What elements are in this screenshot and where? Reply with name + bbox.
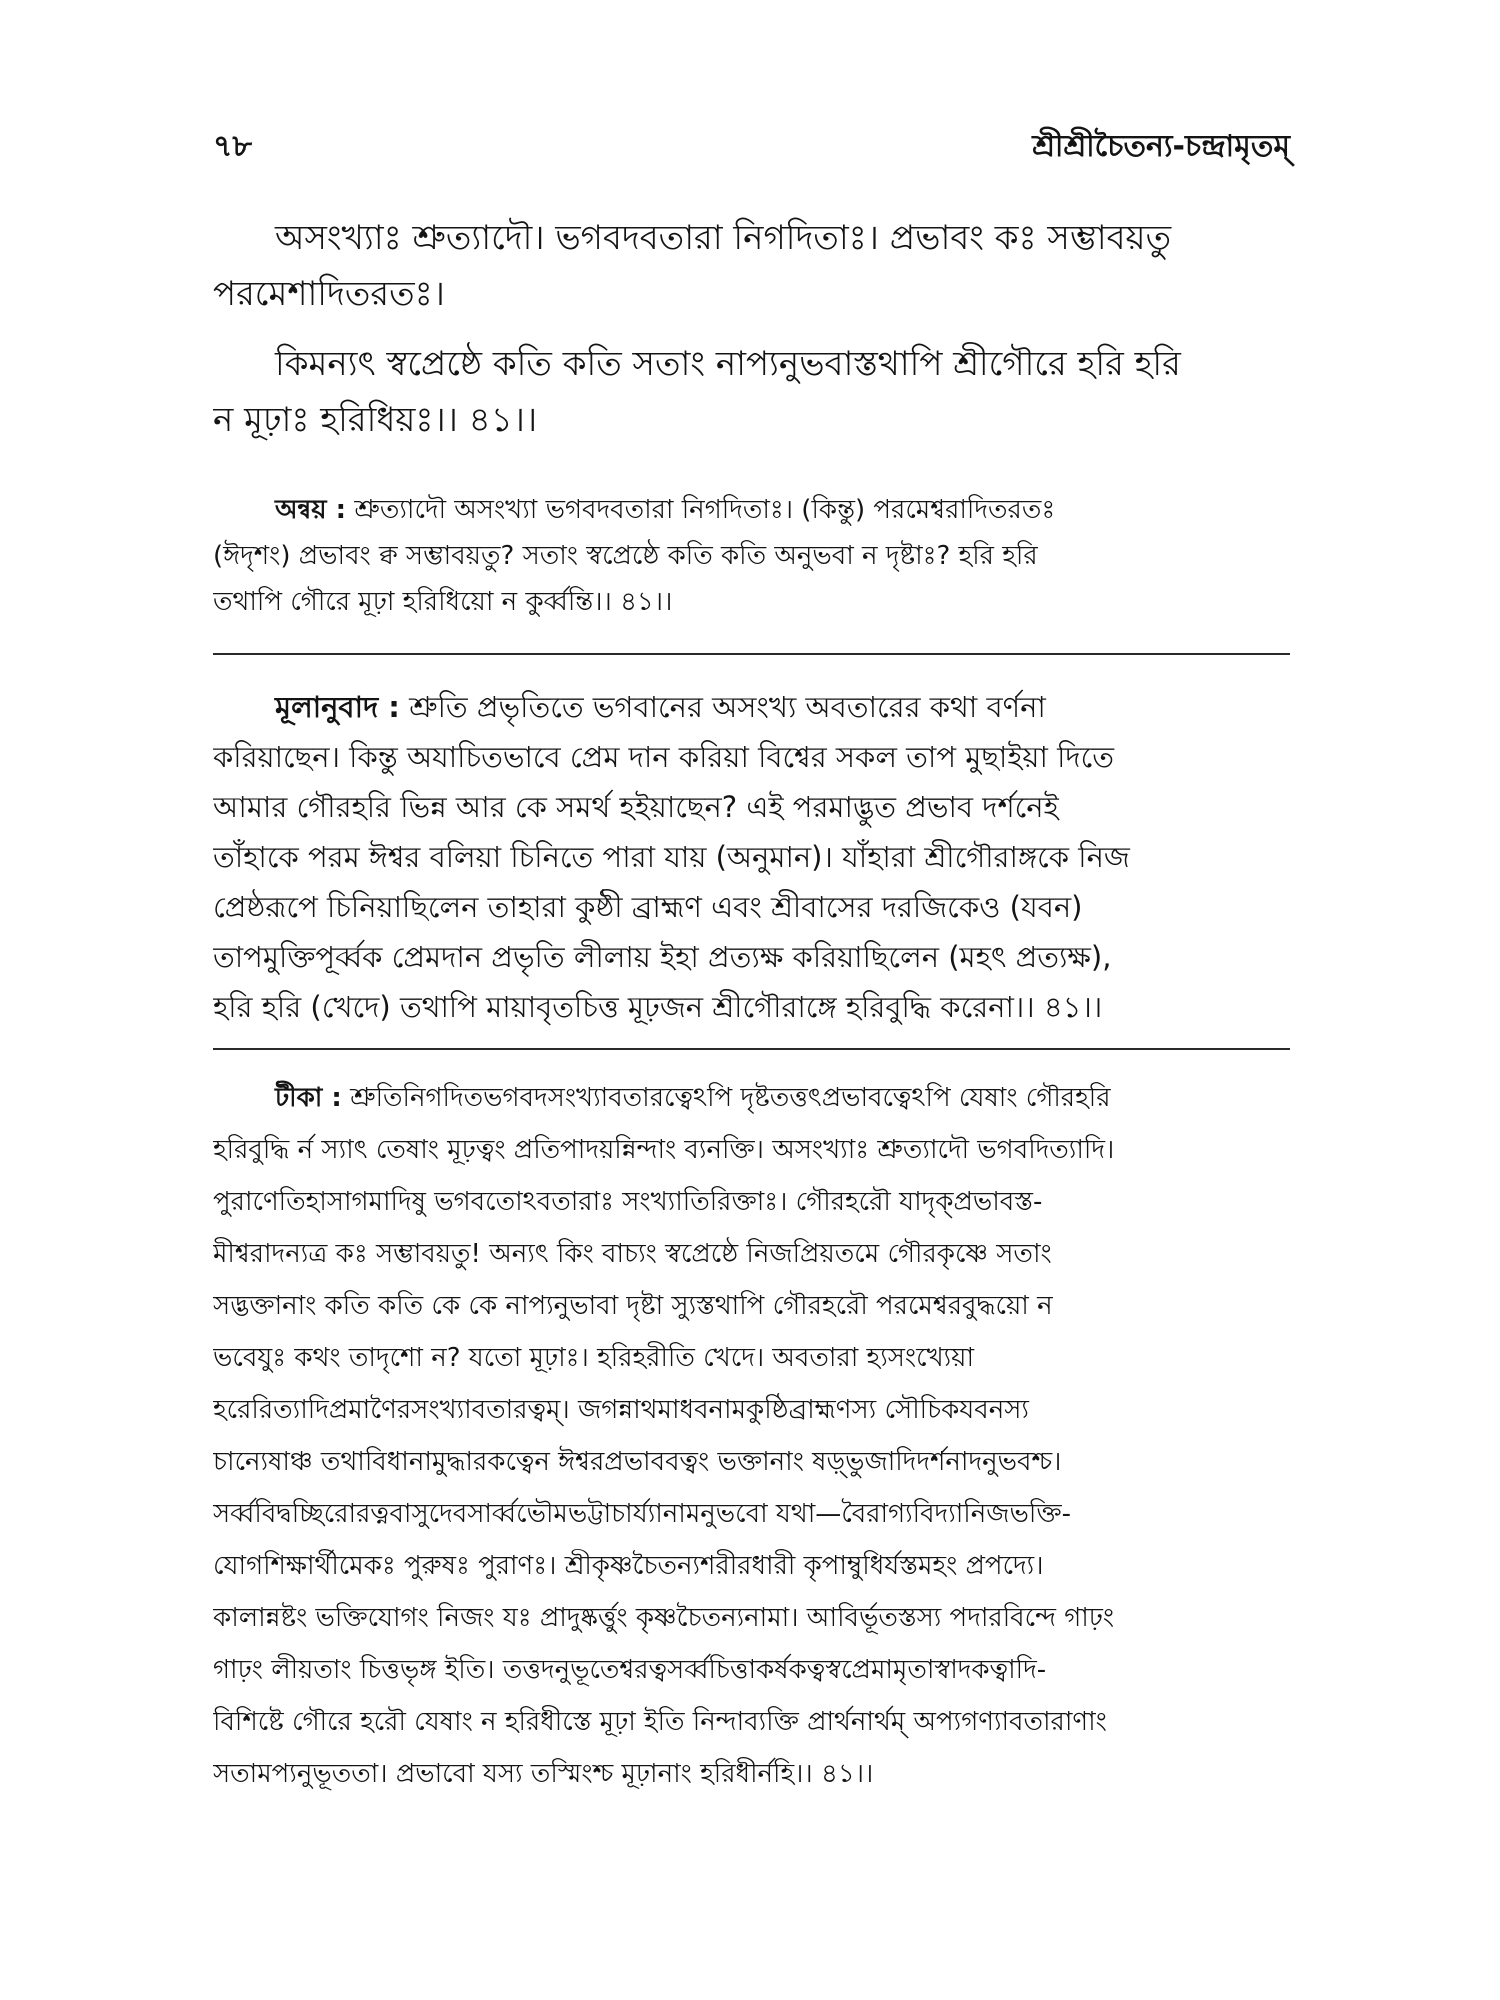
- translation-section: [213, 682, 1290, 1032]
- anvaya-label: অন্বয় :: [275, 495, 347, 525]
- tika-line: ভবেযুঃ কথং তাদৃশো ন? যতো মূঢ়াঃ। হরিহরীতি খেদে। অবতারা হ্যসংখ্যেয়া: [213, 1343, 975, 1373]
- section-divider: [213, 1048, 1290, 1050]
- tika-line: গাঢ়ং লীয়তাং চিত্তভৃঙ্গ ইতি। তত্তদনুভূতেশ্বরত্বসর্ব্বচিত্তাকর্ষকত্বস্বপ্রেমামৃতাস্বাদকত্বাদি-: [213, 1655, 1047, 1685]
- tika-label: টীকা :: [275, 1083, 342, 1113]
- page-number: ৭৮: [213, 129, 252, 164]
- translation-text: শ্রুতি প্রভৃতিতে ভগবানের অসংখ্য অবতারের কথা বর্ণনা: [409, 690, 1046, 724]
- tika-line: চান্যেষাঞ্চ তথাবিধানামুদ্ধারকত্বেন ঈশ্বরপ্রভাববত্বং ভক্তানাং ষড়্ভুজাদিদর্শনাদনুভবশ্চ।: [213, 1447, 1062, 1477]
- translation-first-line: [213, 682, 1290, 732]
- page-header: [213, 122, 1290, 166]
- anvaya-line: তথাপি গৌরে মূঢ়া হরিধিয়ো ন কুর্ব্বন্তি।। ৪১।।: [213, 587, 673, 617]
- section-divider: [213, 653, 1290, 655]
- tika-line: সতামপ্যনুভূততা। প্রভাবো যস্য তস্মিংশ্চ মূঢ়ানাং হরিধীর্নহি।। ৪১।।: [213, 1759, 874, 1789]
- tika-text: শ্রুতিনিগদিতভগবদসংখ্যাবতারত্বেঽপি দৃষ্টতত্তৎপ্রভাবত্বেঽপি যেষাং গৌরহরি: [350, 1083, 1111, 1113]
- translation-line: করিয়াছেন। কিন্তু অযাচিতভাবে প্রেম দান করিয়া বিশ্বের সকল তাপ মুছাইয়া দিতে: [213, 740, 1115, 774]
- tika-line: যোগশিক্ষার্থীমেকঃ পুরুষঃ পুরাণঃ। শ্রীকৃষ্ণচৈতন্যশরীরধারী কৃপাম্বুধির্যস্তমহং প্রপদ্যে।: [213, 1551, 1044, 1581]
- translation-line: আমার গৌরহরি ভিন্ন আর কে সমর্থ হইয়াছেন? এই পরমাদ্ভুত প্রভাব দর্শনেই: [213, 790, 1059, 824]
- tika-first-line: [213, 1072, 1290, 1124]
- anvaya-line: (ঈদৃশং) প্রভাবং ক্ব সম্ভাবয়তু? সতাং স্বপ্রেষ্ঠে কতি কতি অনুভবা ন দৃষ্টাঃ? হরি হরি: [213, 541, 1038, 571]
- translation-line: হরি হরি (খেদে) তথাপি মায়াবৃতচিত্ত মূঢ়জন শ্রীগৌরাঙ্গে হরিবুদ্ধি করেনা।। ৪১।।: [213, 990, 1103, 1024]
- tika-line: পুরাণেতিহাসাগমাদিষু ভগবতোঽবতারাঃ সংখ্যাতিরিক্তাঃ। গৌরহরৌ যাদৃক্প্রভাবস্ত-: [213, 1187, 1043, 1217]
- tika-line: বিশিষ্টে গৌরে হরৌ যেষাং ন হরিধীস্তে মূঢ়া ইতি নিন্দাব্যক্তি প্রার্থনার্থম্ অপ্যগণ্যাবতারাণাং: [213, 1707, 1107, 1737]
- verse-line: অসংখ্যাঃ শ্রুত্যাদৌ। ভগবদবতারা নিগদিতাঃ। প্রভাবং কঃ সম্ভাবয়তু: [275, 218, 1172, 258]
- verse-line: ন মূঢ়াঃ হরিধিয়ঃ।। ৪১।।: [213, 400, 538, 440]
- running-title: শ্রীশ্রীচৈতন্য-চন্দ্রামৃতম্: [1032, 129, 1290, 164]
- sanskrit-verse: [213, 210, 1290, 448]
- tika-line: মীশ্বরাদন্যত্র কঃ সম্ভাবয়তু! অন্যৎ কিং বাচ্যং স্বপ্রেষ্ঠে নিজপ্রিয়তমে গৌরকৃষ্ণে সতাং: [213, 1239, 1052, 1269]
- anvaya-first-line: [213, 487, 1290, 533]
- verse-line: পরমেশাদিতরতঃ।: [213, 274, 445, 314]
- translation-line: প্রেষ্ঠরূপে চিনিয়াছিলেন তাহারা কুষ্ঠী ব্রাহ্মণ এবং শ্রীবাসের দরজিকেও (যবন): [213, 890, 1083, 924]
- translation-line: তাপমুক্তিপূর্ব্বক প্রেমদান প্রভৃতি লীলায় ইহা প্রত্যক্ষ করিয়াছিলেন (মহৎ প্রত্যক্ষ),: [213, 940, 1112, 974]
- tika-line: হরেরিত্যাদিপ্রমাণৈরসংখ্যাবতারত্বম্। জগন্নাথমাধবনামকুষ্ঠিব্রাহ্মণস্য সৌচিকযবনস্য: [213, 1395, 1029, 1425]
- tika-line: হরিবুদ্ধি র্ন স্যাৎ তেষাং মূঢ়ত্বং প্রতিপাদয়ন্নিন্দাং ব্যনক্তি। অসংখ্যাঃ শ্রুত্যাদৌ ভগবদিত্যাদি।: [213, 1135, 1115, 1165]
- translation-label: মূলানুবাদ :: [275, 690, 400, 724]
- tika-line: সর্ব্ববিদ্বচ্ছিরোরত্নবাসুদেবসার্ব্বভৌমভট্টাচার্য্যানামনুভবো যথা—বৈরাগ্যবিদ্যানিজভক্তি-: [213, 1499, 1071, 1529]
- translation-line: তাঁহাকে পরম ঈশ্বর বলিয়া চিনিতে পারা যায় (অনুমান)। যাঁহারা শ্রীগৌরাঙ্গকে নিজ: [213, 840, 1130, 874]
- tika-section: [213, 1072, 1290, 1800]
- anvaya-section: [213, 487, 1290, 625]
- tika-line: কালান্নষ্টং ভক্তিযোগং নিজং যঃ প্রাদুষ্কর্ত্তুং কৃষ্ণচৈতন্যনামা। আবির্ভূতস্তস্য পদারবিন্দে গাঢ়ং: [213, 1603, 1115, 1633]
- verse-line: কিমন্যৎ স্বপ্রেষ্ঠে কতি কতি সতাং নাপ্যনুভবাস্তথাপি শ্রীগৌরে হরি হরি: [275, 344, 1181, 384]
- anvaya-text: শ্রুত্যাদৌ অসংখ্যা ভগবদবতারা নিগদিতাঃ। (কিন্তু) পরমেশ্বরাদিতরতঃ: [354, 495, 1056, 525]
- tika-line: সদ্ভক্তানাং কতি কতি কে কে নাপ্যনুভাবা দৃষ্টা স্যুস্তথাপি গৌরহরৌ পরমেশ্বরবুদ্ধয়ো ন: [213, 1291, 1053, 1321]
